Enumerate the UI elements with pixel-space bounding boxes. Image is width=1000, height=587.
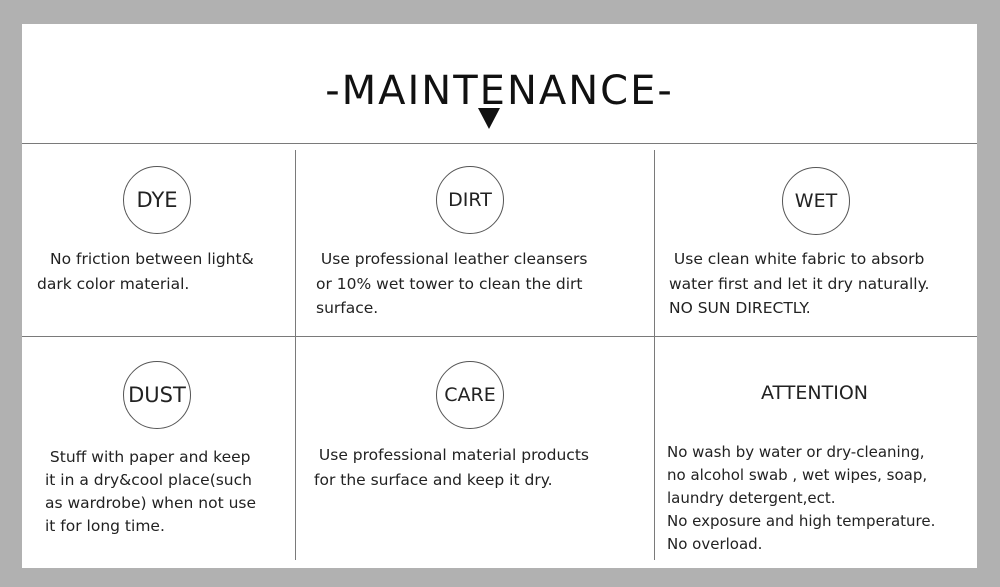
dirt-badge [436, 166, 504, 234]
grid-divider-v2-row2 [654, 336, 655, 560]
wet-line: Use clean white fabric to absorb [669, 250, 925, 268]
page-title: -MAINTENANCE- [325, 68, 674, 114]
wet-line: NO SUN DIRECTLY. [669, 299, 811, 317]
care-line: for the surface and keep it dry. [314, 470, 553, 489]
wet-badge [782, 167, 850, 235]
care-line: Use professional material products [314, 446, 589, 464]
attention-line: laundry detergent,ect. [667, 489, 836, 507]
grid-divider-v1-row2 [295, 336, 296, 560]
grid-divider-top [22, 143, 977, 144]
dust-line: as wardrobe) when not use [45, 494, 257, 512]
attention-heading: ATTENTION [761, 382, 868, 404]
attention-line: No exposure and high temperature. [667, 512, 936, 530]
dust-line: it in a dry&cool place(such [45, 471, 252, 489]
attention-line: no alcohol swab , wet wipes, soap, [667, 466, 928, 484]
grid-divider-v1-row1 [295, 150, 296, 336]
attention-line: No wash by water or dry-cleaning, [667, 443, 925, 461]
dirt-line: Use professional leather cleansers [316, 250, 588, 268]
dirt-label: DIRT [448, 189, 492, 211]
dust-line: Stuff with paper and keep [45, 448, 251, 466]
attention-line: No overload. [667, 535, 763, 553]
wet-line: water first and let it dry naturally. [669, 274, 930, 293]
care-description [314, 443, 589, 492]
dirt-line: surface. [316, 299, 379, 317]
maintenance-panel [22, 24, 977, 568]
dust-description [45, 446, 256, 538]
grid-divider-middle [22, 336, 977, 337]
dye-line: dark color material. [37, 274, 190, 293]
dust-badge [123, 361, 191, 429]
care-badge [436, 361, 504, 429]
wet-label: WET [794, 190, 838, 212]
dirt-line: or 10% wet tower to clean the dirt [316, 274, 583, 293]
dye-description [37, 247, 254, 296]
grid-divider-v2-row1 [654, 150, 655, 336]
dye-badge [123, 166, 191, 234]
dust-line: it for long time. [45, 517, 165, 535]
care-label: CARE [444, 384, 496, 406]
dust-label: DUST [128, 383, 186, 407]
down-arrow-icon [478, 108, 500, 129]
dye-label: DYE [136, 188, 178, 212]
dirt-description [316, 247, 587, 321]
attention-description [667, 441, 935, 556]
wet-description [669, 247, 929, 321]
dye-line: No friction between light& [50, 250, 254, 268]
